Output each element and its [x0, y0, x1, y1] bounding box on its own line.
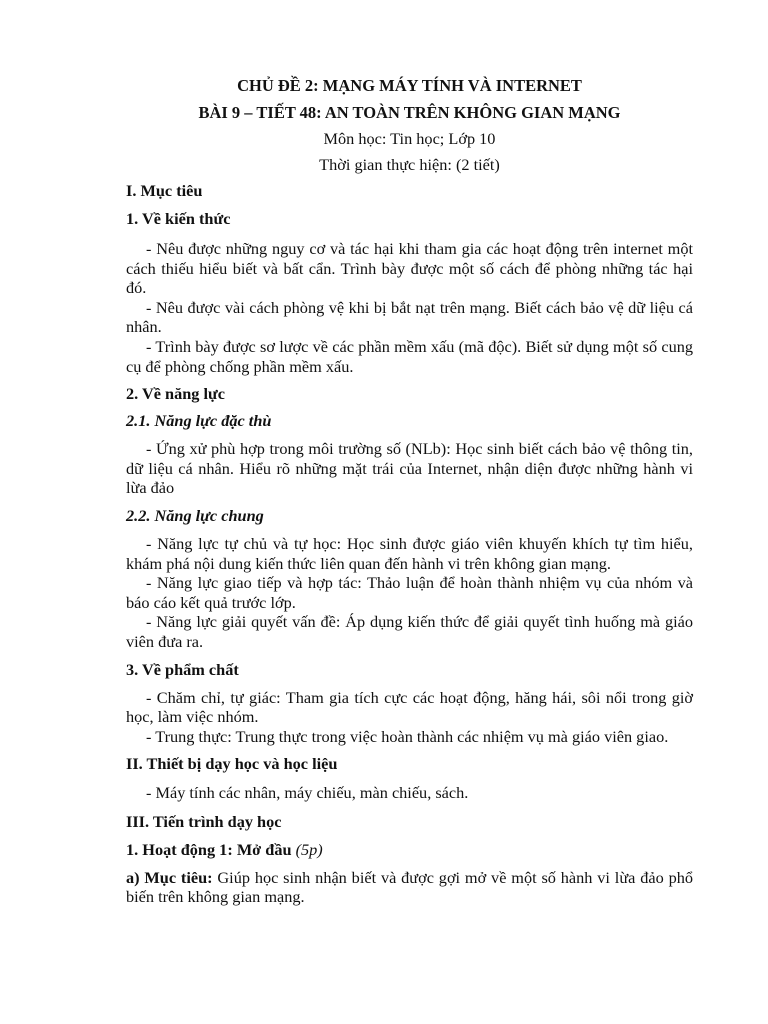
subsection-heading-knowledge: 1. Về kiến thức — [126, 209, 231, 228]
section-heading-equipment: II. Thiết bị dạy học và học liệu — [126, 754, 338, 774]
activity-heading-title: 1. Hoạt động 1: Mở đầu — [126, 839, 292, 859]
knowledge-item: - Nêu được vài cách phòng vệ khi bị bắt nạt trên mạng. Biết cách bảo vệ dữ liệu cá nhân. — [126, 297, 693, 337]
subsection-heading-general-competence: 2.2. Năng lực chung — [126, 505, 264, 525]
knowledge-item: - Nêu được những nguy cơ và tác hại khi tham gia các hoạt động trên internet một cách thiếu hiểu biết và bất cẩn. Trình bày được một số cách để phòng những tác hại đó. — [126, 239, 693, 298]
section-heading-objectives: I. Mục tiêu — [126, 181, 203, 200]
activity-heading — [126, 840, 693, 860]
document-title-topic: CHỦ ĐỀ 2: MẠNG MÁY TÍNH VÀ INTERNET — [237, 76, 582, 95]
general-competence-item: - Năng lực tự chủ và tự học: Học sinh được giáo viên khuyến khích tự tìm hiểu, khám phá nội dung kiến thức liên quan đến hành vi trên không gian mạng. — [126, 533, 693, 573]
subsection-heading-competence: 2. Về năng lực — [126, 384, 226, 404]
knowledge-item: - Trình bày được sơ lược về các phần mềm xấu (mã độc). Biết sử dụng một số cung cụ để phòng chống phần mềm xấu. — [126, 336, 693, 376]
subsection-heading-qualities: 3. Về phẩm chất — [126, 659, 239, 679]
document-title-lesson: BÀI 9 – TIẾT 48: AN TOÀN TRÊN KHÔNG GIAN MẠNG — [198, 103, 621, 122]
general-competence-item: - Năng lực giải quyết vấn đề: Áp dụng kiến thức để giải quyết tình huống mà giáo viên đưa ra. — [126, 612, 693, 651]
activity-heading-duration: (5p) — [291, 839, 323, 859]
qualities-item: - Trung thực: Trung thực trong việc hoàn thành các nhiệm vụ mà giáo viên giao. — [146, 726, 669, 746]
section-heading-teaching-process: III. Tiến trình dạy học — [126, 811, 282, 831]
subsection-heading-specific-competence: 2.1. Năng lực đặc thù — [126, 411, 272, 431]
document-duration: Thời gian thực hiện: (2 tiết) — [319, 155, 500, 174]
activity-objective-label: a) Mục tiêu: — [126, 867, 213, 887]
document-page — [126, 76, 693, 907]
general-competence-item: - Năng lực giao tiếp và hợp tác: Thảo luận để hoàn thành nhiệm vụ của nhóm và báo cáo kết quả trước lớp. — [126, 573, 693, 612]
specific-competence-item: - Ứng xử phù hợp trong môi trường số (NLb): Học sinh biết cách bảo vệ thông tin, dữ liệu cá nhân. Hiểu rõ những mặt trái của Internet, nhận diện được những hành vi lừa đảo — [126, 439, 693, 498]
equipment-item: - Máy tính các nhân, máy chiếu, màn chiếu, sách. — [146, 783, 469, 803]
activity-objective — [126, 868, 693, 907]
qualities-item: - Chăm chỉ, tự giác: Tham gia tích cực các hoạt động, hăng hái, sôi nổi trong giờ học, làm việc nhóm. — [126, 687, 693, 727]
activity-objective-text: Giúp học sinh nhận biết và được gợi mở về một số hành vi lừa đảo phổ biến trên không gian mạng. — [126, 867, 694, 907]
document-subject: Môn học: Tin học; Lớp 10 — [323, 129, 496, 148]
